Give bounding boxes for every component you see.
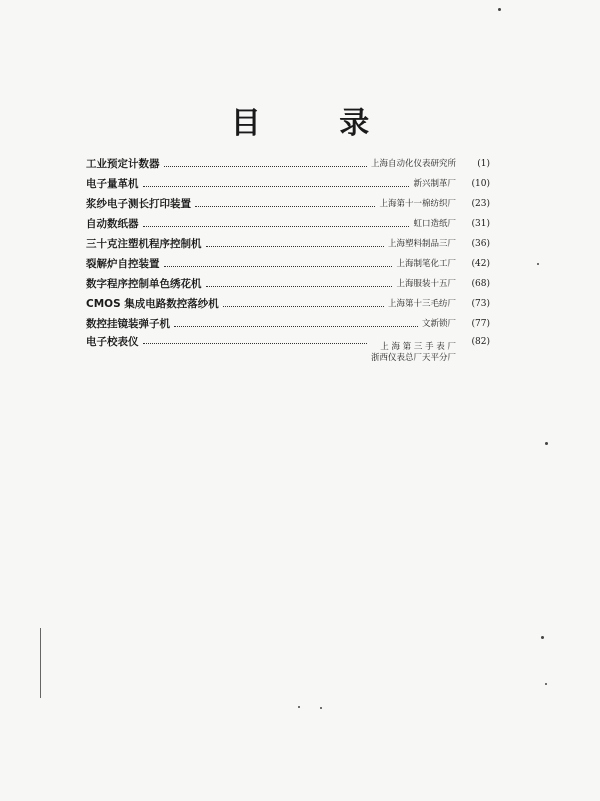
scan-speck — [545, 683, 547, 685]
toc-entry — [86, 330, 490, 364]
dot-leader — [164, 266, 393, 267]
dot-leader — [206, 286, 393, 287]
toc-entry-publisher: 上海第十三毛纺厂 — [387, 299, 456, 309]
toc-entry-title: 裂解炉自控装置 — [86, 258, 160, 270]
toc-entry-publisher: 新兴制革厂 — [413, 179, 456, 189]
toc-entry-publisher: 上海第十一棉纺织厂 — [379, 199, 456, 209]
toc-entry-page: (31) — [471, 219, 490, 229]
dot-leader — [164, 166, 367, 167]
toc-entry-publisher — [371, 342, 456, 364]
toc-entry — [86, 190, 490, 210]
toc-entry — [86, 310, 490, 330]
toc-entry-page: (36) — [471, 239, 490, 249]
toc-entry — [86, 210, 490, 230]
scan-speck — [545, 442, 548, 445]
toc-entry — [86, 290, 490, 310]
scan-speck — [541, 636, 544, 639]
toc-entry-publisher: 文新锁厂 — [421, 319, 456, 329]
toc-entry-title: 电子量革机 — [86, 178, 139, 190]
table-of-contents — [86, 150, 490, 364]
toc-entry — [86, 170, 490, 190]
scan-speck — [320, 707, 322, 709]
scan-speck — [298, 706, 300, 708]
dot-leader — [143, 343, 367, 344]
scan-speck — [498, 8, 501, 11]
toc-entry-publisher: 上海制笔化工厂 — [396, 259, 456, 269]
toc-entry-publisher: 虹口造纸厂 — [413, 219, 456, 229]
toc-entry-title: 电子校表仪 — [86, 336, 139, 348]
toc-entry-page: (73) — [471, 299, 490, 309]
toc-entry — [86, 250, 490, 270]
toc-entry-publisher-line: 上 海 第 三 手 表 厂 — [380, 342, 456, 352]
dot-leader — [143, 226, 410, 227]
toc-entry-publisher-line: 浙西仪表总厂天平分厂 — [370, 353, 456, 363]
scan-speck — [537, 263, 539, 265]
toc-entry-page: (10) — [471, 179, 490, 189]
toc-entry-title: 数控挂镜装弹子机 — [86, 318, 170, 330]
toc-entry — [86, 230, 490, 250]
toc-entry — [86, 270, 490, 290]
toc-entry-title: 自动数纸器 — [86, 218, 139, 230]
toc-entry-page: (77) — [471, 319, 490, 329]
toc-entry — [86, 150, 490, 170]
toc-entry-title: 数字程序控制单色绣花机 — [86, 278, 202, 290]
toc-entry-publisher: 上海服装十五厂 — [396, 279, 456, 289]
toc-entry-title: 浆纱电子测长打印装置 — [86, 198, 191, 210]
toc-entry-page: (82) — [471, 337, 490, 347]
dot-leader — [174, 326, 418, 327]
toc-entry-page: (23) — [471, 199, 490, 209]
toc-entry-title: CMOS 集成电路数控落纱机 — [86, 298, 219, 310]
dot-leader — [195, 206, 375, 207]
dot-leader — [206, 246, 384, 247]
toc-entry-page: (1) — [477, 159, 490, 169]
page-title: 目 录 — [230, 106, 404, 141]
toc-entry-title: 三十克注塑机程序控制机 — [86, 238, 202, 250]
dot-leader — [143, 186, 410, 187]
toc-entry-page: (42) — [471, 259, 490, 269]
toc-entry-publisher: 上海自动化仪表研究所 — [370, 159, 456, 169]
dot-leader — [223, 306, 384, 307]
toc-entry-page: (68) — [471, 279, 490, 289]
scan-edge-mark — [40, 628, 41, 698]
toc-entry-title: 工业预定计数器 — [86, 158, 160, 170]
toc-entry-publisher: 上海塑料制品三厂 — [387, 239, 456, 249]
